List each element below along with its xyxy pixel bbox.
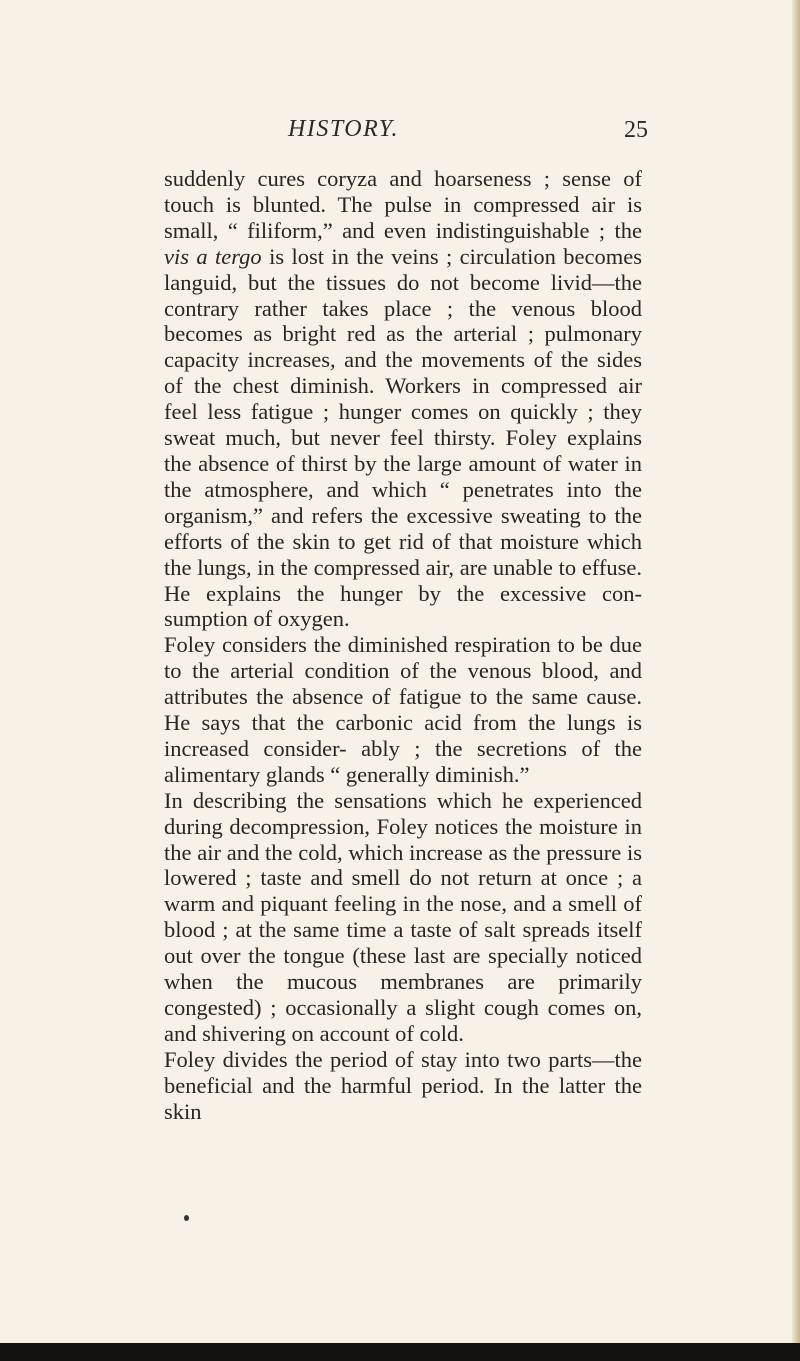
paragraph-4: Foley divides the period of stay into two parts—the beneficial and the harmful period. In the latter the skin xyxy=(164,1046,642,1124)
body-text xyxy=(164,166,642,1125)
paragraph-3: In describing the sensations which he experienced during decompression, Foley notices the moisture in the air and the cold, which increase as the pressure is lowered ; taste and smell do not return at once ; a warm and piquant feeling in the nose, and a smell of blood ; at the same time a taste of salt spreads itself out over the tongue (these last are specially noticed when the mucous membranes are primarily congested) ; occasionally a slight cough comes on, and shivering on account of cold. xyxy=(164,787,642,1046)
paragraph-1-text-b: is lost in the veins ; circulation becomes languid, but the tissues do not become livid—the contrary rather takes place ; the venous blood becomes as bright red as the arterial ; pulmonary capacity increases, and the movements of the sides of the chest diminish. Workers in compressed air feel less fatigue ; hunger comes on quickly ; they sweat much, but never feel thirsty. Foley explains the absence of thirst by the large amount of water in the atmosphere, and which “ penetrates into the organism,” and refers the excessive sweating to the efforts of the skin to get rid of that moisture which the lungs, in the compressed air, are unable to effuse. He explains the hunger by the excessive con- sumption of oxygen. xyxy=(164,243,642,632)
page-header xyxy=(0,116,800,150)
scan-bottom-edge xyxy=(0,1343,800,1361)
ink-speck xyxy=(184,1215,189,1221)
paragraph-1-italic-phrase: vis a tergo xyxy=(164,243,262,269)
paragraph-1 xyxy=(164,166,642,632)
paragraph-1-text-a: suddenly cures coryza and hoarseness ; sense of touch is blunted. The pulse in compressed air is small, “ filiform,” and even indistinguishable ; the xyxy=(164,166,642,243)
running-head: HISTORY. xyxy=(288,116,399,142)
page-edge xyxy=(792,0,800,1361)
page-number: 25 xyxy=(624,117,648,143)
paragraph-2: Foley considers the diminished respiration to be due to the arterial condition of the venous blood, and attributes the absence of fatigue to the same cause. He says that the carbonic acid from the lungs is increased consider- ably ; the secretions of the alimentary glands “ generally diminish.” xyxy=(164,632,642,787)
